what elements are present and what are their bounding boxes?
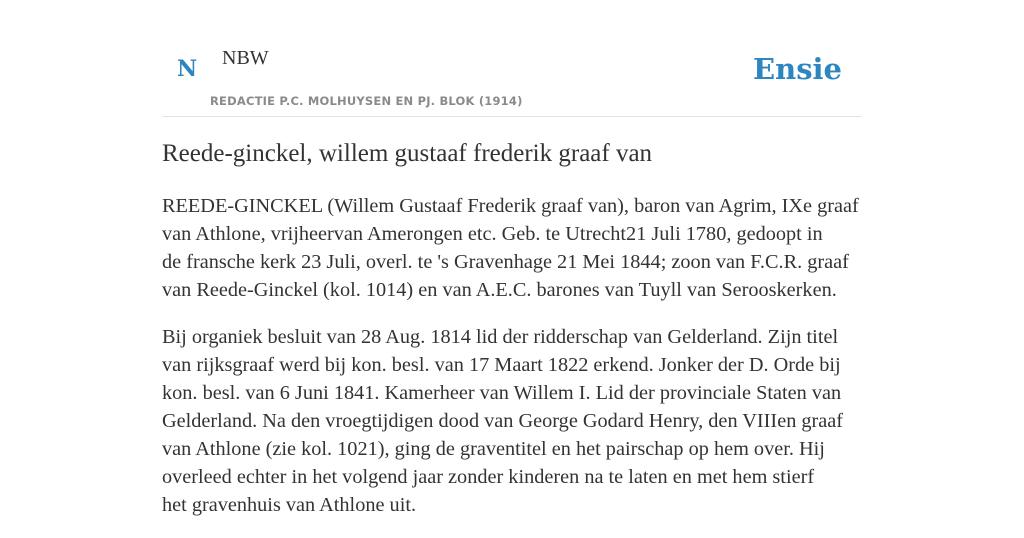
paragraph-line: de fransche kerk 23 Juli, overl. te 's Gravenhage 21 Mei 1844; zoon van F.C.R. graaf: [162, 251, 849, 273]
ensie-logo[interactable]: Ensie: [753, 52, 842, 86]
article: [162, 138, 872, 538]
source-subtitle: REDACTIE P.C. MOLHUYSEN EN PJ. BLOK (1914): [210, 94, 523, 108]
paragraph-line: van Reede-Ginckel (kol. 1014) en van A.E.C. barones van Tuyll van Serooskerken.: [162, 279, 837, 301]
article-paragraph: [162, 323, 872, 519]
paragraph-line: het gravenhuis van Athlone uit.: [162, 494, 417, 516]
paragraph-line: Bij organiek besluit van 28 Aug. 1814 lid der ridderschap van Gelderland. Zijn titel: [162, 326, 839, 348]
article-paragraph: [162, 192, 872, 304]
paragraph-line: kon. besl. van 6 Juni 1841. Kamerheer van Willem I. Lid der provinciale Staten van: [162, 382, 842, 404]
source-logo[interactable]: N: [177, 56, 198, 82]
paragraph-line: REEDE-GINCKEL (Willem Gustaaf Frederik graaf van), baron van Agrim, IXe graaf: [162, 195, 859, 217]
paragraph-line: van rijksgraaf werd bij kon. besl. van 17 Maart 1822 erkend. Jonker der D. Orde bij: [162, 354, 841, 376]
site-header: [162, 0, 862, 117]
source-title[interactable]: NBW: [222, 47, 269, 69]
paragraph-line: van Athlone, vrijheervan Amerongen etc. Geb. te Utrecht21 Juli 1780, gedoopt in: [162, 223, 823, 245]
paragraph-line: van Athlone (zie kol. 1021), ging de graventitel en het pairschap op hem over. Hij: [162, 438, 825, 460]
paragraph-line: Gelderland. Na den vroegtijdigen dood van George Godard Henry, den VIIIen graaf: [162, 410, 844, 432]
article-title: Reede-ginckel, willem gustaaf frederik graaf van: [162, 140, 653, 167]
paragraph-line: overleed echter in het volgend jaar zonder kinderen na te laten en met hem stierf: [162, 466, 815, 488]
